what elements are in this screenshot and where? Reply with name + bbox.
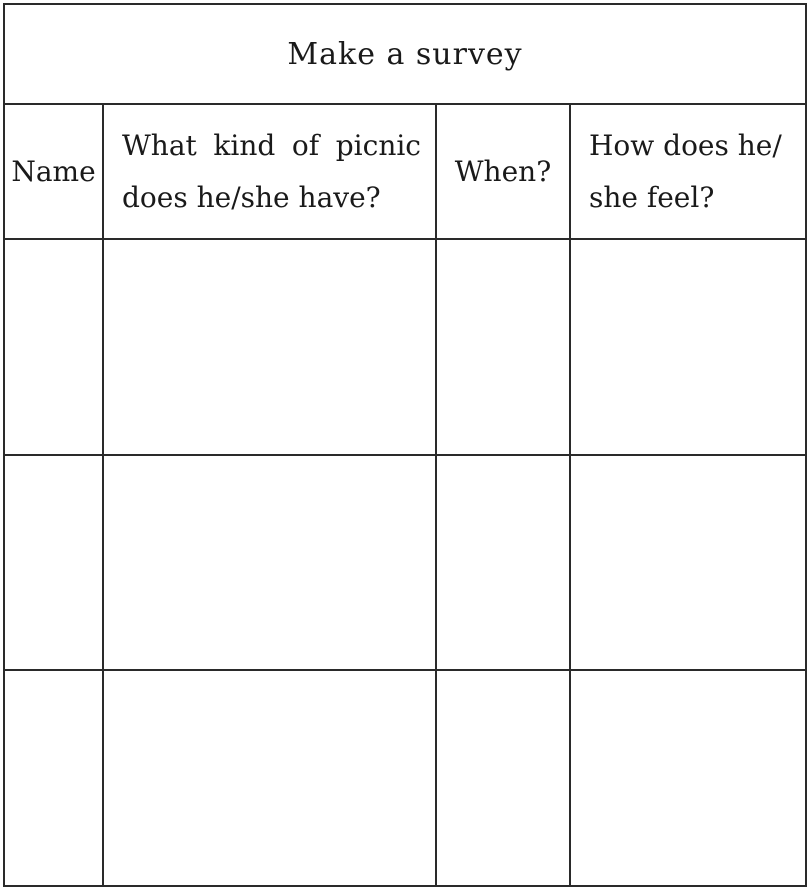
cell-picnic-kind[interactable] <box>103 239 436 455</box>
cell-name[interactable] <box>4 670 103 886</box>
table-row <box>4 670 806 886</box>
cell-name[interactable] <box>4 239 103 455</box>
header-name: Name <box>4 104 103 238</box>
cell-when[interactable] <box>436 239 570 455</box>
header-feel-line2: she feel? <box>589 180 715 214</box>
header-feel-line1: How does he/ <box>589 128 782 162</box>
cell-feel[interactable] <box>570 670 806 886</box>
cell-picnic-kind[interactable] <box>103 670 436 886</box>
cell-feel[interactable] <box>570 239 806 455</box>
header-picnic-kind-line1: What kind of picnic <box>122 128 421 162</box>
survey-table <box>3 3 807 887</box>
header-when: When? <box>436 104 570 238</box>
cell-picnic-kind[interactable] <box>103 455 436 671</box>
table-row <box>4 239 806 455</box>
title-row <box>4 4 806 104</box>
cell-when[interactable] <box>436 670 570 886</box>
cell-when[interactable] <box>436 455 570 671</box>
header-picnic-kind <box>103 104 436 238</box>
table-row <box>4 455 806 671</box>
header-row <box>4 104 806 238</box>
cell-feel[interactable] <box>570 455 806 671</box>
header-feel <box>570 104 806 238</box>
survey-title: Make a survey <box>4 4 806 104</box>
header-picnic-kind-line2: does he/she have? <box>122 180 381 214</box>
cell-name[interactable] <box>4 455 103 671</box>
